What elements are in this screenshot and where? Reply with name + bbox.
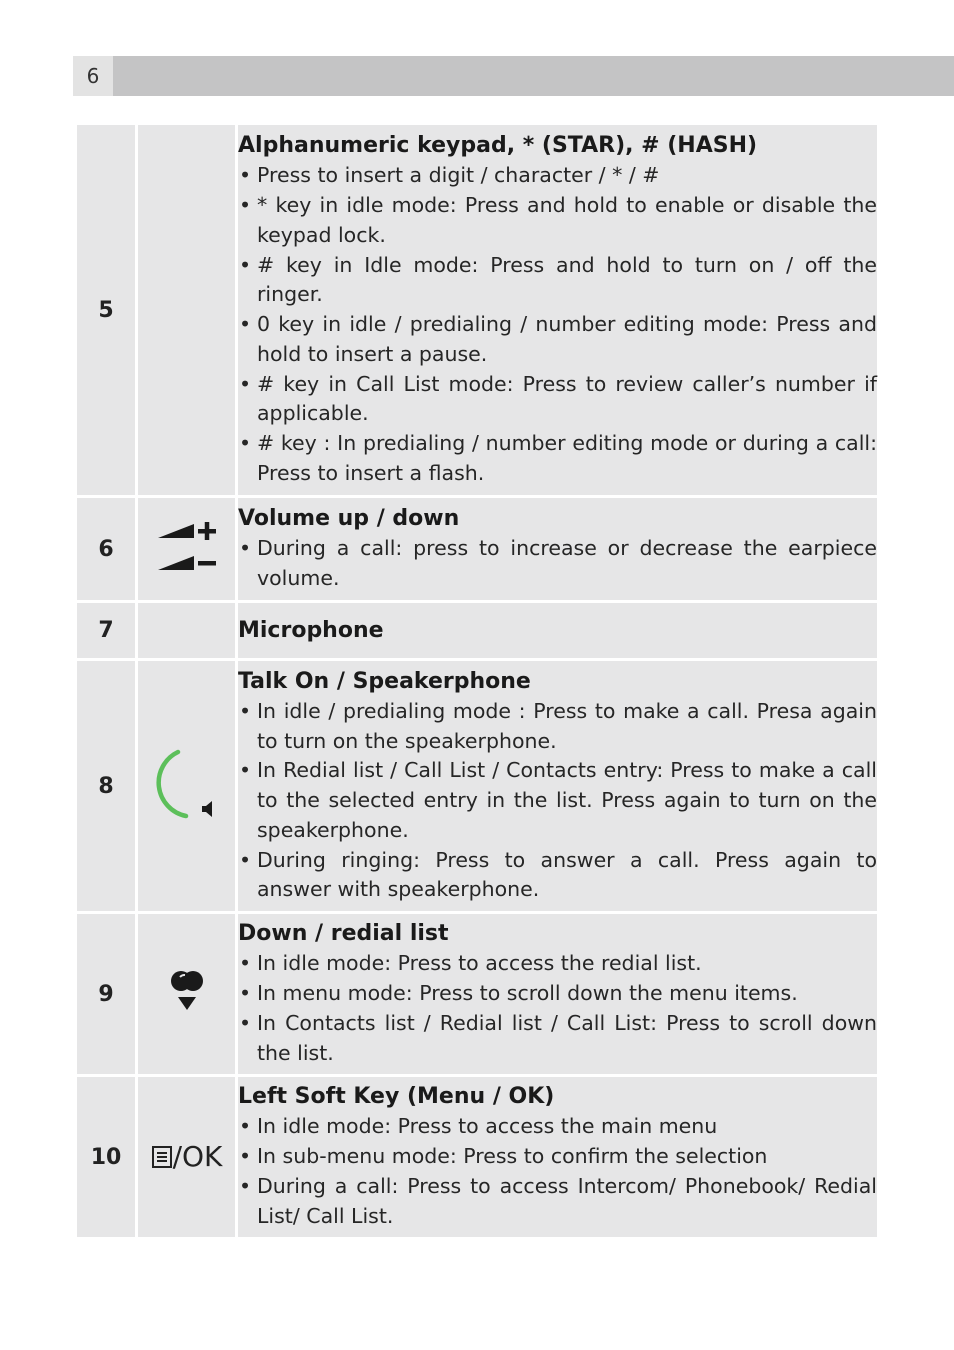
bullet-list: [238, 534, 877, 594]
table-row: [77, 914, 877, 1074]
list-item: • In menu mode: Press to scroll down the menu items.: [238, 979, 877, 1009]
bullet-list: [238, 161, 877, 489]
list-item: • In idle mode: Press to access the redial list.: [238, 949, 877, 979]
list-item: • In idle mode: Press to access the main menu: [238, 1112, 877, 1142]
volume-up-down-icon: [156, 520, 218, 574]
key-number: 7: [77, 603, 135, 658]
list-item: • 0 key in idle / predialing / number editing mode: Press and hold to insert a pause.: [238, 310, 877, 370]
table-row: [77, 125, 877, 495]
key-icon-cell: [138, 603, 235, 658]
key-description: [238, 1077, 877, 1237]
page-number: 6: [73, 56, 113, 96]
list-item: • During a call: press to increase or decrease the earpiece volume.: [238, 534, 877, 594]
key-icon-cell: [138, 914, 235, 1074]
talk-speakerphone-icon: [152, 744, 222, 824]
key-icon-cell: [138, 125, 235, 495]
down-redial-icon: [167, 969, 207, 1015]
key-description: [238, 603, 877, 658]
list-item: • * key in idle mode: Press and hold to enable or disable the keypad lock.: [238, 191, 877, 251]
table-row: [77, 498, 877, 600]
menu-list-icon: [151, 1145, 173, 1169]
key-description: [238, 498, 877, 600]
list-item: • In Contacts list / Redial list / Call List: Press to scroll down the list.: [238, 1009, 877, 1069]
table-row: [77, 1077, 877, 1237]
key-title: Alphanumeric keypad, * (STAR), # (HASH): [238, 133, 758, 159]
key-icon-cell: [138, 661, 235, 911]
key-number: 9: [77, 914, 135, 1074]
header-bar: [113, 56, 954, 96]
key-title: Volume up / down: [238, 506, 460, 532]
key-icon-cell: [138, 498, 235, 600]
key-description: [238, 914, 877, 1074]
list-item: • Press to insert a digit / character / * / #: [238, 161, 877, 191]
key-number: 5: [77, 125, 135, 495]
bullet-list: [238, 949, 877, 1068]
key-title: Talk On / Speakerphone: [238, 668, 531, 694]
ok-label: /OK: [172, 1140, 223, 1173]
key-title: Microphone: [238, 617, 384, 643]
key-number: 8: [77, 661, 135, 911]
list-item: • # key in Idle mode: Press and hold to turn on / off the ringer.: [238, 251, 877, 311]
menu-ok-icon: [151, 1140, 223, 1173]
key-title: Down / redial list: [238, 921, 449, 947]
table-row: [77, 661, 877, 911]
key-title: Left Soft Key (Menu / OK): [238, 1084, 555, 1110]
list-item: • During ringing: Press to answer a call. Press again to answer with speakerphone.: [238, 846, 877, 906]
bullet-list: [238, 1112, 877, 1231]
key-icon-cell: [138, 1077, 235, 1237]
key-number: 10: [77, 1077, 135, 1237]
key-description: [238, 125, 877, 495]
page-header: [73, 56, 954, 96]
list-item: • # key in Call List mode: Press to review caller’s number if applicable.: [238, 370, 877, 430]
bullet-list: [238, 697, 877, 906]
list-item: • In Redial list / Call List / Contacts entry: Press to make a call to the selected entry in the list. Press again to turn on the speakerphone.: [238, 756, 877, 845]
list-item: • In sub-menu mode: Press to confirm the selection: [238, 1142, 877, 1172]
key-description: [238, 661, 877, 911]
table-row: [77, 603, 877, 658]
key-description-table: [74, 122, 880, 1240]
list-item: • # key : In predialing / number editing mode or during a call: Press to insert a flash.: [238, 429, 877, 489]
list-item: • In idle / predialing mode : Press to make a call. Presa again to turn on the speakerphone.: [238, 697, 877, 757]
key-number: 6: [77, 498, 135, 600]
list-item: • During a call: Press to access Intercom/ Phonebook/ Redial List/ Call List.: [238, 1172, 877, 1232]
